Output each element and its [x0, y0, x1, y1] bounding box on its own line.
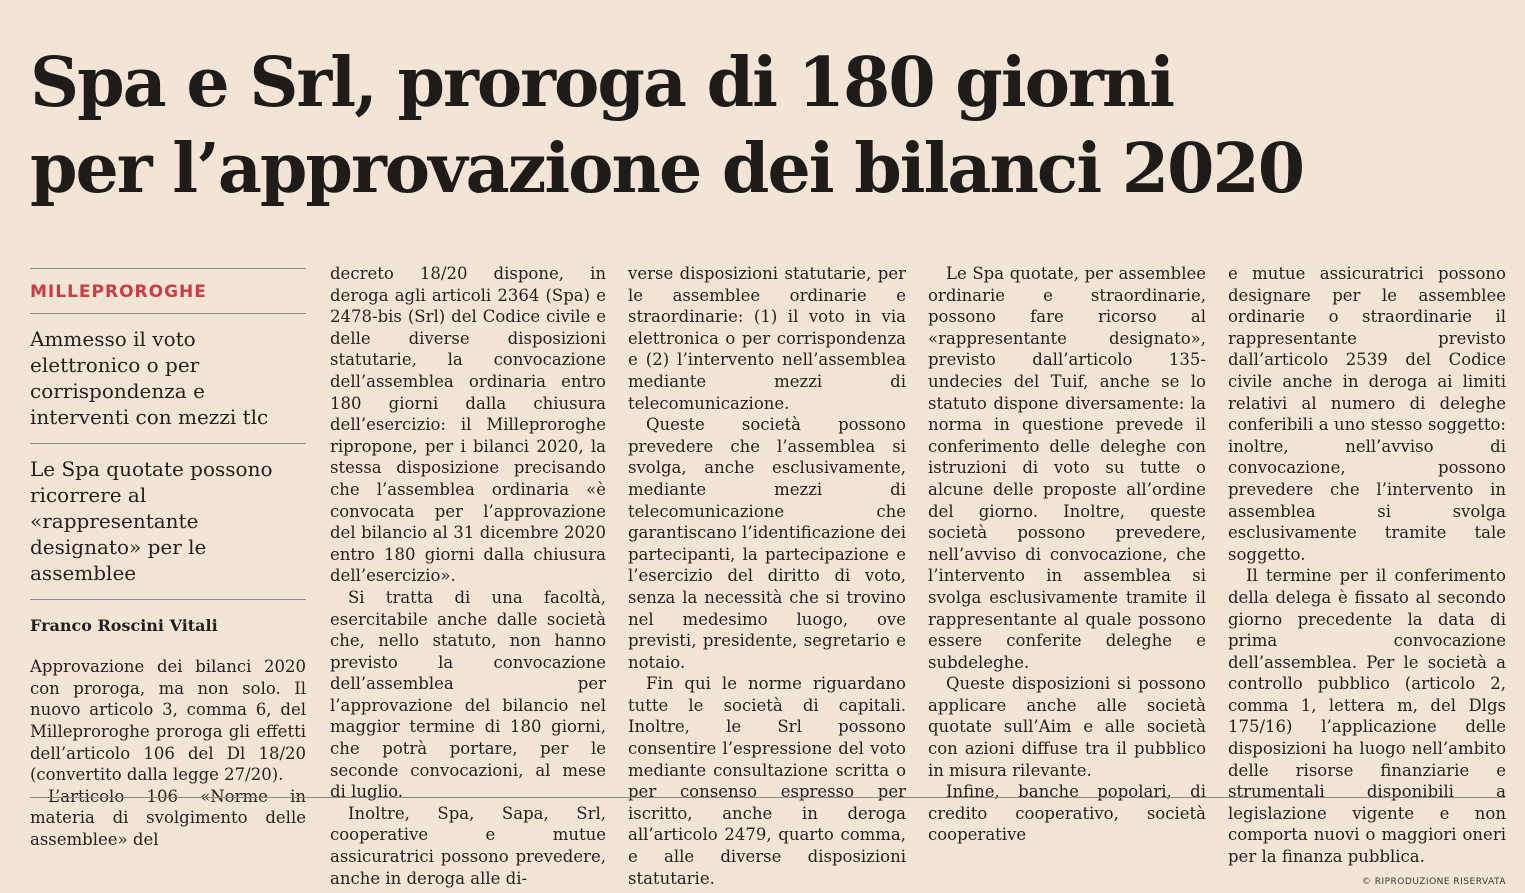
article-paragraph: decreto 18/20 dispone, in deroga agli articoli 2364 (Spa) e 2478-bis (Srl) del Codice civile e delle diverse disposizioni statutarie, la convocazione dell’assemblea ordinaria entro 180 giorni dalla chiusura dell’esercizio: il Milleproroghe ripropone, per i bilanci 2020, la stessa disposizione precisando che l’assemblea ordinaria «è convocata per l’approvazione del bilancio al 31 dicembre 2020 entro 180 giorni dalla chiusura dell’esercizio». — [330, 264, 606, 586]
article-paragraph: Si tratta di una facoltà, esercitabile anche dalle società che, nello statuto, non hanno previsto la convocazione dell’assemblea per l’approvazione del bilancio nel maggior termine di 180 giorni, che potrà portare, per le seconde convocazioni, al mese di luglio. — [330, 587, 606, 802]
headline — [30, 40, 1510, 212]
section-kicker: MILLEPROROGHE — [30, 282, 207, 302]
article-paragraph: L’articolo 106 «Norme in materia di svolgimento delle assemblee» del — [30, 786, 306, 849]
article-paragraph: verse disposizioni statutarie, per le assemblee ordinarie e straordinarie: (1) il voto in via elettronica o per corrispondenza e (2) l’intervento nell’assemblea mediante mezzi di telecomunicazione. — [628, 264, 906, 413]
bottom-divider — [30, 797, 1505, 798]
author-byline: Franco Roscini Vitali — [30, 615, 218, 635]
article-paragraph: Queste disposizioni si possono applicare anche alle società quotate sull’Aim e alle società con azioni diffuse tra il pubblico in misura rilevante. — [928, 674, 1206, 780]
article-paragraph: Inoltre, Spa, Sapa, Srl, cooperative e mutue assicuratrici possono prevedere, anche in deroga alle di- — [330, 803, 606, 888]
article-paragraph: Infine, banche popolari, di credito cooperativo, società cooperative — [928, 782, 1206, 845]
copyright-notice: © RIPRODUZIONE RISERVATA — [1361, 876, 1506, 887]
sidebar-column — [30, 268, 306, 851]
article-paragraph: Approvazione dei bilanci 2020 con proroga, ma non solo. Il nuovo articolo 3, comma 6, del Milleproroghe proroga gli effetti dell’articolo 106 del Dl 18/20 (convertito dalla legge 27/20). — [30, 657, 306, 785]
article-paragraph: Il termine per il conferimento della delega è fissato al secondo giorno precedente la data di prima convocazione dell’assemblea. Per le società a controllo pubblico (articolo 2, comma 1, lettera m, del Dlgs 175/16) l’applicazione delle disposizioni ha luogo nell’ambito delle risorse finanziarie e strumentali disponibili a legislazione vigente e non comporta nuovi o maggiori oneri per la finanza pubblica. — [1228, 566, 1506, 867]
article-column-3 — [628, 263, 906, 889]
article-paragraph: Le Spa quotate, per assemblee ordinarie e straordinarie, possono fare ricorso al «rappresentante designato», previsto dall’articolo 135-undecies del Tuif, anche se lo statuto dispone diversamente: la norma in questione prevede il conferimento delle deleghe con istruzioni di voto su tutte o alcune delle proposte all’ordine del giorno. Inoltre, queste società possono prevedere, nell’avviso di convocazione, che l’intervento in assemblea si svolga esclusivamente tramite il rappresentante al quale possono essere conferite deleghe e subdeleghe. — [928, 264, 1206, 672]
summary-2: Le Spa quotate possono ricorrere al «rappresentante designato» per le assemblee — [30, 456, 273, 585]
article-paragraph: Queste società possono prevedere che l’assemblea si svolga, anche esclusivamente, mediante mezzi di telecomunicazione che garantiscano l’identificazione dei partecipanti, la partecipazione e l’esercizio del diritto di voto, senza la necessità che si trovino nel medesimo luogo, ove previsti, presidente, segretario e notaio. — [628, 415, 906, 672]
headline-line-2: per l’approvazione dei bilanci 2020 — [30, 129, 1304, 209]
summary-1: Ammesso il voto elettronico o per corrispondenza e interventi con mezzi tlc — [30, 326, 269, 429]
article-column-2 — [330, 263, 606, 889]
article-paragraph: e mutue assicuratrici possono designare per le assemblee ordinarie o straordinarie il rappresentante previsto dall’articolo 2539 del Codice civile anche in deroga ai limiti relativi al numero di deleghe conferibili a uno stesso soggetto: inoltre, nell’avviso di convocazione, possono prevedere che l’intervento in assemblea si svolga esclusivamente tramite tale soggetto. — [1228, 264, 1506, 564]
article-column-4 — [928, 263, 1206, 846]
headline-line-1: Spa e Srl, proroga di 180 giorni — [30, 43, 1174, 123]
article-paragraph: Fin qui le norme riguardano tutte le società di capitali. Inoltre, le Srl possono consentire l’espressione del voto mediante consultazione scritta o per consenso espresso per iscritto, anche in deroga all’articolo 2479, quarto comma, e alle diverse disposizioni statutarie. — [628, 674, 906, 888]
article-column-5 — [1228, 263, 1506, 893]
